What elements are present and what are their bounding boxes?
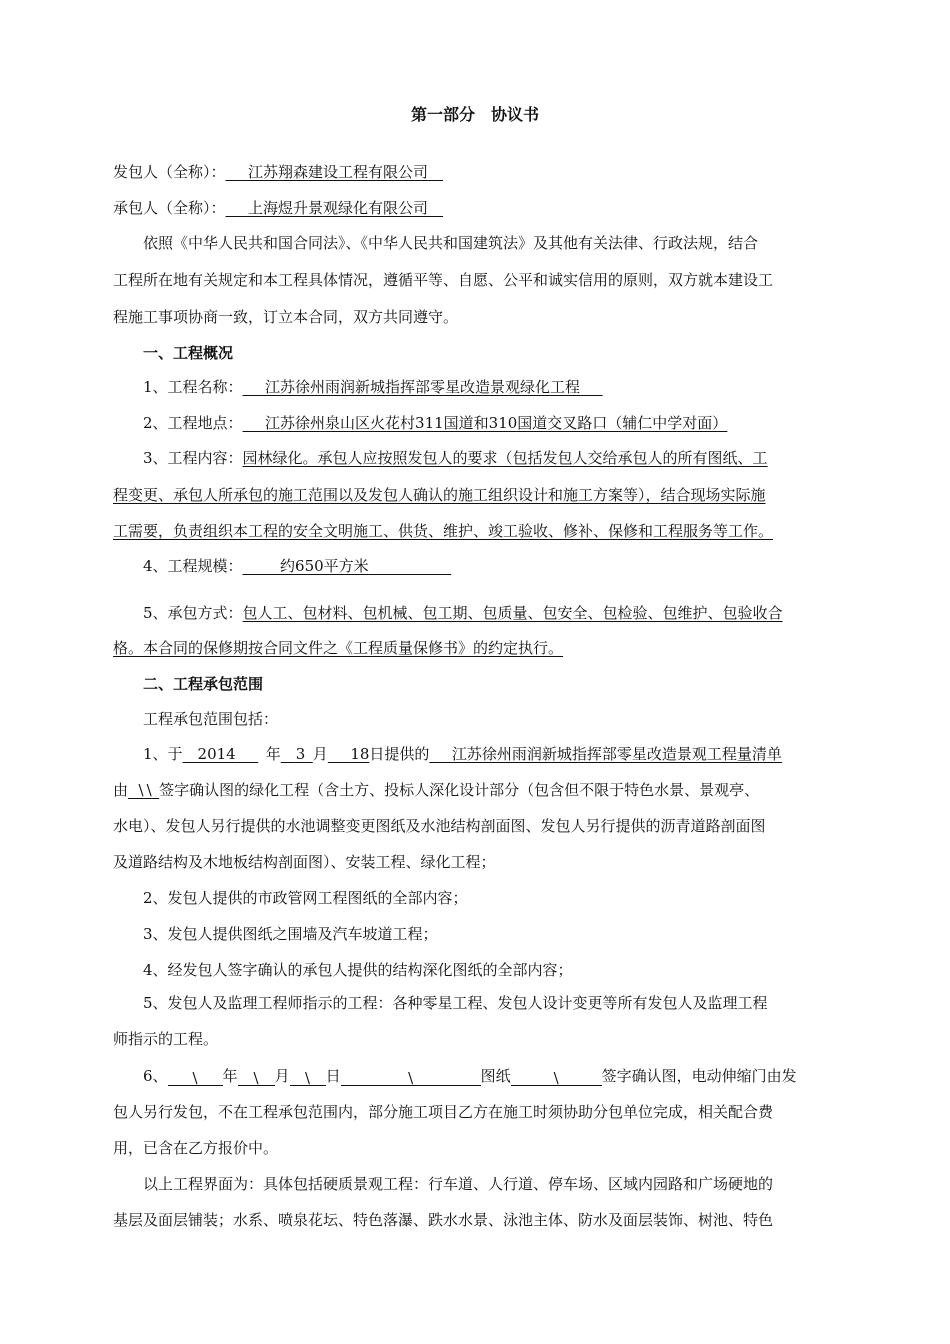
project-content-label: 3、工程内容： bbox=[143, 449, 243, 467]
scope-item-2: 2、发包人提供的市政管网工程图纸的全部内容； bbox=[143, 889, 468, 907]
item6-day: \ bbox=[290, 1068, 326, 1086]
project-name-value: 江苏徐州雨润新城指挥部零星改造景观绿化工程 bbox=[265, 378, 581, 396]
scope-item-1-cont: 及道路结构及木地板结构剖面图）、安装工程、绿化工程； bbox=[113, 853, 496, 871]
interface-line: 以上工程界面为：具体包括硬质景观工程：行车道、人行道、停车场、区域内园路和广场硬地的 bbox=[143, 1175, 774, 1193]
contractor-label: 承包人（全称）： bbox=[113, 199, 226, 217]
item1-day: 18 bbox=[350, 745, 370, 763]
project-content-text: 程变更、承包人所承包的施工范围以及发包人确认的施工组织设计和施工方案等），结合现场实际施 bbox=[113, 486, 766, 504]
item1-doc: 江苏徐州雨润新城指挥部零星改造景观工程量清单 bbox=[451, 745, 782, 763]
page-title bbox=[0, 104, 950, 126]
project-location-label: 2、工程地点： bbox=[143, 414, 243, 432]
item6-year: \ bbox=[168, 1068, 223, 1086]
title-name: 协议书 bbox=[491, 105, 540, 124]
employer-label: 发包人（全称）： bbox=[113, 163, 226, 181]
intro-line: 程施工事项协商一致，订立本合同，双方共同遵守。 bbox=[113, 308, 459, 326]
scope-item-6: 6、 \ 年 \ 月 \ 日 \ 图纸 \ 签字确认图，电动伸缩门由发 bbox=[143, 1067, 797, 1087]
project-content-text: 园林绿化。承包人应按照发包人的要求（包括发包人交给承包人的所有图纸、工 bbox=[242, 449, 768, 467]
title-part: 第一部分 bbox=[410, 105, 475, 124]
employer-value: 江苏翔森建设工程有限公司 bbox=[248, 163, 429, 181]
contractor-value: 上海煜升景观绿化有限公司 bbox=[248, 199, 429, 217]
project-content-line bbox=[143, 448, 768, 468]
employer-line bbox=[113, 162, 443, 182]
section2-heading: 二、工程承包范围 bbox=[143, 675, 264, 693]
section1-heading: 一、工程概况 bbox=[143, 344, 234, 362]
intro-line: 工程所在地有关规定和本工程具体情况，遵循平等、自愿、公平和诚实信用的原则，双方就本建设工 bbox=[113, 271, 774, 289]
project-content-text: 工需要，负责组织本工程的安全文明施工、供货、维护、竣工验收、修补、保修和工程服务等工作。 bbox=[113, 522, 774, 540]
scope-item-3: 3、发包人提供图纸之围墙及汽车坡道工程； bbox=[143, 925, 438, 943]
scope-intro: 工程承包范围包括： bbox=[143, 710, 279, 728]
contract-mode-line bbox=[143, 603, 783, 623]
intro-line: 依照《中华人民共和国合同法》、《中华人民共和国建筑法》及其他有关法律、行政法规，结合 bbox=[143, 234, 759, 252]
scope-item-1-cont: 由 \ \ 签字确认图的绿化工程（含土方、投标人深化设计部分（包含但不限于特色水景、景观亭、 bbox=[113, 781, 760, 799]
contract-mode-label: 5、承包方式： bbox=[143, 604, 243, 622]
item6-drawing: \ bbox=[341, 1068, 481, 1086]
contract-mode-text: 格。本合同的保修期按合同文件之《工程质量保修书》的约定执行。 bbox=[113, 639, 564, 657]
project-scale-line bbox=[143, 556, 451, 576]
project-location-line bbox=[143, 413, 727, 433]
interface-line: 基层及面层铺装；水系、喷泉花坛、特色落瀑、跌水水景、泳池主体、防水及面层装饰、树池、特色 bbox=[113, 1211, 774, 1229]
scope-item-5-cont: 师指示的工程。 bbox=[113, 1030, 219, 1048]
item1-signer: \ \ bbox=[138, 781, 152, 799]
scope-item-1-cont: 水电）、发包人另行提供的水池调整变更图纸及水池结构剖面图、发包人另行提供的沥青道路剖面图 bbox=[113, 817, 766, 835]
item6-signer: \ bbox=[511, 1068, 602, 1086]
scope-item-6-cont: 用，已含在乙方报价中。 bbox=[113, 1139, 279, 1157]
contract-mode-text: 包人工、包材料、包机械、包工期、包质量、包安全、包检验、包维护、包验收合 bbox=[242, 604, 783, 622]
project-scale-value: 约650平方米 bbox=[280, 557, 369, 575]
project-name-label: 1、工程名称： bbox=[143, 378, 243, 396]
project-scale-label: 4、工程规模： bbox=[143, 557, 243, 575]
scope-item-1: 1、于 2014 年 3 月 18日提供的 江苏徐州雨润新城指挥部零星改造景观工程量清单 bbox=[143, 745, 782, 763]
item1-month: 3 bbox=[295, 745, 306, 763]
project-name-line bbox=[143, 377, 603, 397]
scope-item-4: 4、经发包人签字确认的承包人提供的结构深化图纸的全部内容； bbox=[143, 961, 573, 979]
scope-item-6-cont: 包人另行发包，不在工程承包范围内，部分施工项目乙方在施工时须协助分包单位完成，相关配合费 bbox=[113, 1103, 774, 1121]
project-location-value: 江苏徐州泉山区火花村311国道和310国道交叉路口（辅仁中学对面） bbox=[265, 414, 728, 432]
scope-item-5: 5、发包人及监理工程师指示的工程：各种零星工程、发包人设计变更等所有发包人及监理工程 bbox=[143, 994, 768, 1012]
item1-year: 2014 bbox=[197, 745, 236, 763]
contractor-line bbox=[113, 198, 443, 218]
item6-month: \ bbox=[238, 1068, 275, 1086]
